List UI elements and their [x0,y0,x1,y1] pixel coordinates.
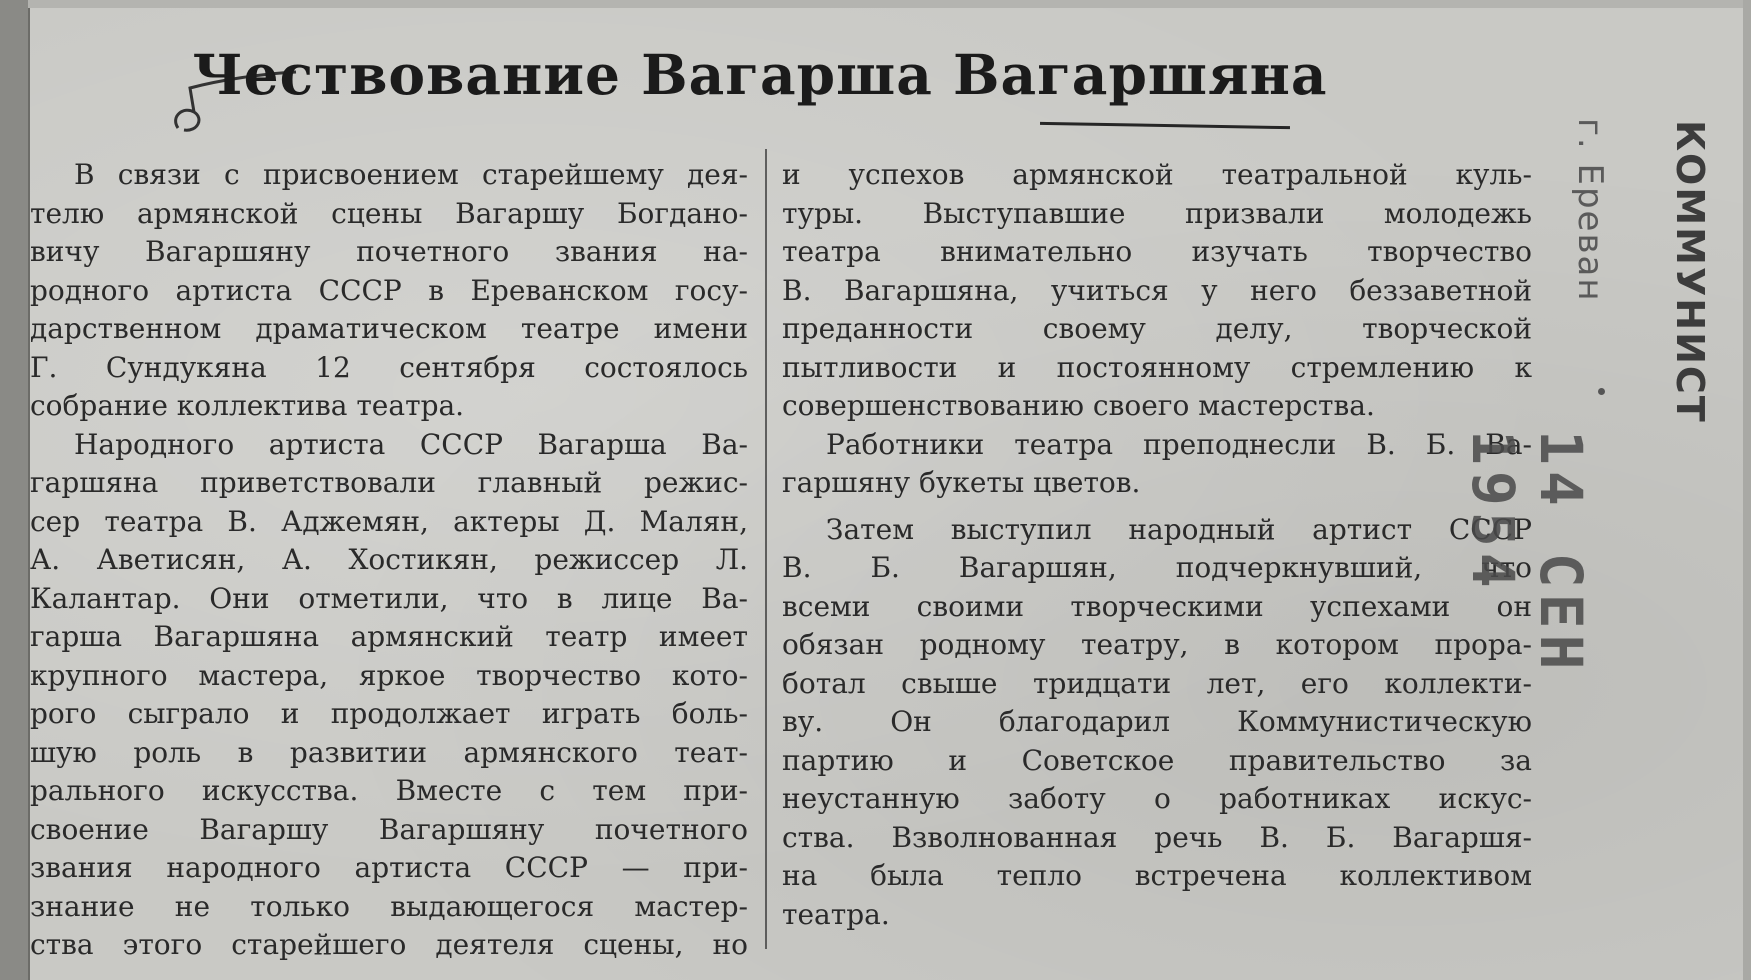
article-line: гаршяну букеты цветов. [782,466,1141,499]
article-line: звания народного артиста СССР — при- [30,851,748,884]
article-line: неустанную заботу о работниках искус- [782,782,1532,815]
article-right-column [782,156,1532,934]
article-line: гарша Вагаршяна армянский театр имеет [30,620,748,653]
article-line: Народного артиста СССР Вагарша Ва- [74,427,748,461]
right-edge-strip [1743,0,1751,980]
article-line: собрание коллектива театра. [30,389,465,422]
article-line: В связи с присвоением старейшему дея- [74,158,748,191]
article-line: Г. Сундукяна 12 сентября состоялось [30,350,748,384]
article-line: знание не только выдающегося мастер- [30,889,748,923]
article-line: пытливости и постоянному стремлению к [782,350,1532,384]
article-line: совершенствованию своего мастерства. [782,389,1375,422]
stamp-newspaper-name: КОММУНИСТ [1668,120,1712,424]
article-line: театра. [782,897,890,931]
article-line: вичу Вагаршяну почетного звания на- [30,235,748,268]
article-line: на была тепло встречена коллективом [782,859,1532,892]
article-line: преданности своему делу, творческой [782,312,1532,345]
paragraph-gap [782,503,1532,511]
article-line: всеми своими творческими успехами он [782,589,1532,623]
article-left-column [30,156,748,965]
headline-text: Чествование Вагарша Вагаршяна [192,42,1328,107]
article-headline [30,42,1490,107]
article-line: сер театра В. Аджемян, актеры Д. Малян, [30,504,748,538]
article-line: партию и Советское правительство за [782,743,1532,777]
article-line: своение Вагаршу Вагаршяну почетного [30,812,748,846]
article-line: ботал свыше тридцати лет, его коллекти- [782,666,1532,700]
article-line: ства этого старейшего деятеля сцены, но [30,928,748,961]
article-clipping [30,14,1530,974]
article-line: В. Вагаршяна, учиться у него беззаветной [782,273,1532,307]
article-line: крупного мастера, яркое творчество кото- [30,658,748,692]
article-line: Работники театра преподнесли В. Б. Ва- [826,427,1532,461]
stamp-city-name: г. Ереван [1570,118,1610,303]
stamp-dot [1598,388,1605,395]
article-line: дарственном драматическом театре имени [30,312,748,345]
article-line: рального искусства. Вместе с тем при- [30,774,748,807]
article-line: обязан родному театру, в котором прора- [782,628,1532,661]
article-line: В. Б. Вагаршян, подчеркнувший, что [782,551,1532,584]
article-line: А. Аветисян, А. Хостикян, режиссер Л. [30,543,748,576]
stamp-date: 14 СЕН 1954 [1459,430,1595,676]
article-line: театра внимательно изучать творчество [782,235,1532,268]
article-line: рого сыграло и продолжает играть боль- [30,697,748,730]
article-line: ства. Взволнованная речь В. Б. Вагаршя- [782,820,1532,854]
article-line: гаршяна приветствовали главный режис- [30,466,748,499]
article-line: телю армянской сцены Вагаршу Богдано- [30,196,748,230]
top-edge-strip [28,0,1751,8]
article-line: Калантар. Они отметили, что в лице Ва- [30,581,748,615]
article-line: туры. Выступавшие призвали молодежь [782,196,1532,230]
headline-pencil-underline [1040,122,1290,129]
left-binding-strip [0,0,30,980]
article-line: ву. Он благодарил Коммунистическую [782,705,1532,738]
article-line: Затем выступил народный артист СССР [826,512,1532,546]
column-divider-rule [765,149,767,949]
article-line: и успехов армянской театральной куль- [782,158,1532,191]
article-line: родного артиста СССР в Ереванском госу- [30,273,748,307]
article-line: шую роль в развитии армянского теат- [30,735,748,769]
